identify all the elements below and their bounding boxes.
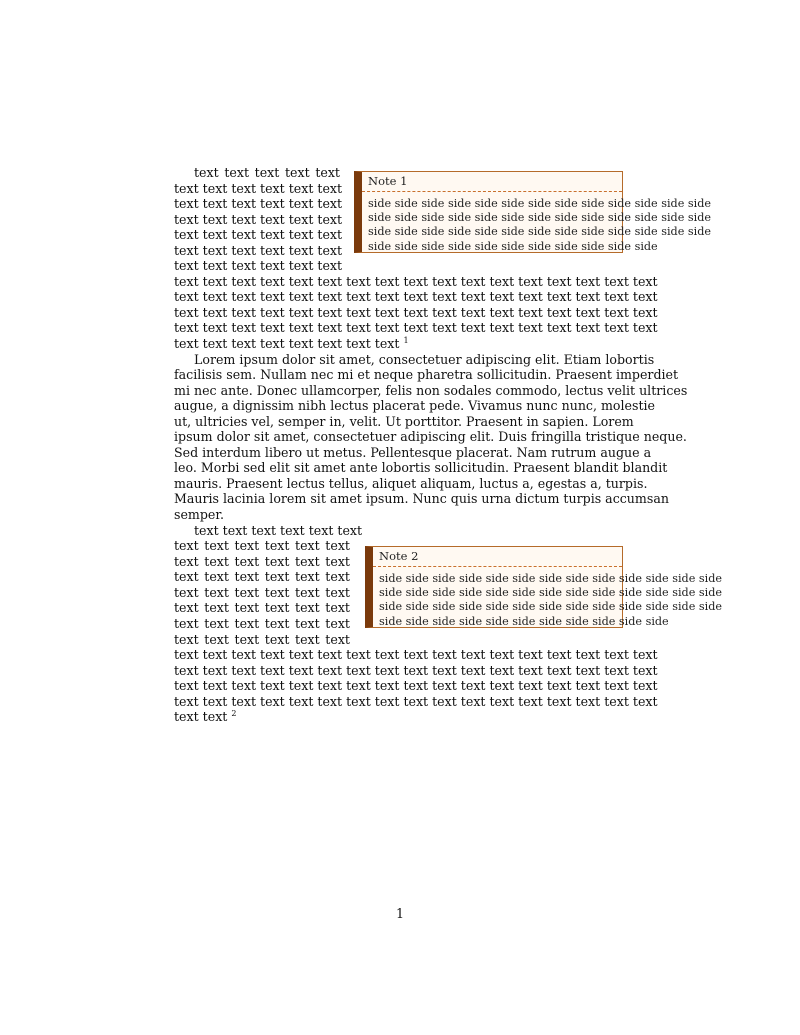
note-line: side side side side side side side side side side side side side [379, 600, 722, 614]
note-line: side side side side side side side side side side side side side [368, 197, 711, 210]
note-line: side side side side side side side side side side side [368, 239, 658, 253]
body-text-line: text text text text text [194, 165, 340, 180]
note-line: side side side side side side side side side side side [379, 614, 669, 628]
body-text-line: text text text text text text text text text text text text text text text text text [174, 274, 658, 289]
body-text-line: text text text text text text text text text text text text text text text text text [174, 289, 658, 304]
note-line: side side side side side side side side side side side side side [368, 211, 711, 225]
body-text-line: text text text text text text text text text text text text text text text text text [174, 694, 658, 709]
body-text-line: text text text text text text [174, 585, 350, 600]
note-title: Note 1 [362, 172, 622, 192]
body-text-line: text text text text text text text text text text text text text text text text text [174, 320, 658, 335]
body-text-line: text text text text text text [174, 632, 350, 647]
footnote-mark: 2 [231, 709, 237, 718]
lorem-line: ipsum dolor sit amet, consectetuer adipiscing elit. Duis fringilla tristique neque. [174, 429, 687, 444]
body-text-line: text text text text text text [174, 569, 350, 584]
margin-note-2 [365, 546, 722, 628]
lorem-line: Mauris lacinia lorem sit amet ipsum. Nunc quis urna dictum turpis accumsan [174, 491, 669, 506]
body-text-line: text text text text text text text text text text text text text text text text text [174, 305, 658, 320]
body-text-line: text text text text text text [174, 227, 343, 242]
lorem-line: Sed interdum libero ut metus. Pellentesque placerat. Nam rutrum augue a [174, 445, 652, 460]
lorem-line: mi nec ante. Donec ullamcorper, felis non sodales commodo, lectus velit ultrices [174, 383, 688, 398]
body-text-line: text text text text text text [174, 600, 350, 615]
lorem-line: Lorem ipsum dolor sit amet, consectetuer adipiscing elit. Etiam lobortis [194, 352, 655, 367]
lorem-line: semper. [174, 507, 225, 522]
note-body [362, 192, 711, 256]
footnote-mark: 1 [403, 336, 409, 345]
margin-note-1 [354, 171, 711, 253]
note-line: side side side side side side side side side side side side side [368, 225, 711, 239]
body-text-line: text text text text text text [174, 181, 343, 196]
body-text-line: text text text text text text [174, 243, 343, 258]
body-text-line: text text text text text text [174, 212, 343, 227]
lorem-line: augue, a dignissim nibh lectus placerat pede. Vivamus nunc nunc, molestie [174, 398, 656, 413]
lorem-line: leo. Morbi sed elit sit amet ante lobortis sollicitudin. Praesent blandit blandit [174, 460, 668, 475]
note-line: side side side side side side side side side side side side side [379, 572, 722, 585]
note-title: Note 2 [373, 547, 622, 567]
body-text-line: text text text text text text [174, 554, 350, 569]
body-text-line: text text text text text text [174, 538, 350, 553]
note-line: side side side side side side side side side side side side side [379, 586, 722, 600]
body-text-line: text text text text text text text text text text text text text text text text text [174, 647, 658, 662]
page-number: 1 [395, 906, 404, 921]
body-text-line: text text text text text text [194, 523, 363, 538]
body-text-line: text text text text text text [174, 616, 350, 631]
note-body [373, 567, 722, 631]
lorem-line: mauris. Praesent lectus tellus, aliquet aliquam, luctus a, egestas a, turpis. [174, 476, 648, 491]
body-text-line: text text text text text text text text text text text text text text text text text [174, 678, 658, 693]
body-text-line: text text text text text text [174, 196, 343, 211]
body-text-line: text text text text text text text text $^1$ [174, 336, 409, 351]
body-text-line: text text text text text text [174, 258, 343, 273]
body-text-line: text text text text text text text text text text text text text text text text text [174, 663, 658, 678]
lorem-line: facilisis sem. Nullam nec mi et neque pharetra sollicitudin. Praesent imperdiet [174, 367, 679, 382]
lorem-line: ut, ultricies vel, semper in, velit. Ut porttitor. Praesent in sapien. Lorem [174, 414, 634, 429]
body-text-line: text text $^2$ [174, 709, 237, 724]
